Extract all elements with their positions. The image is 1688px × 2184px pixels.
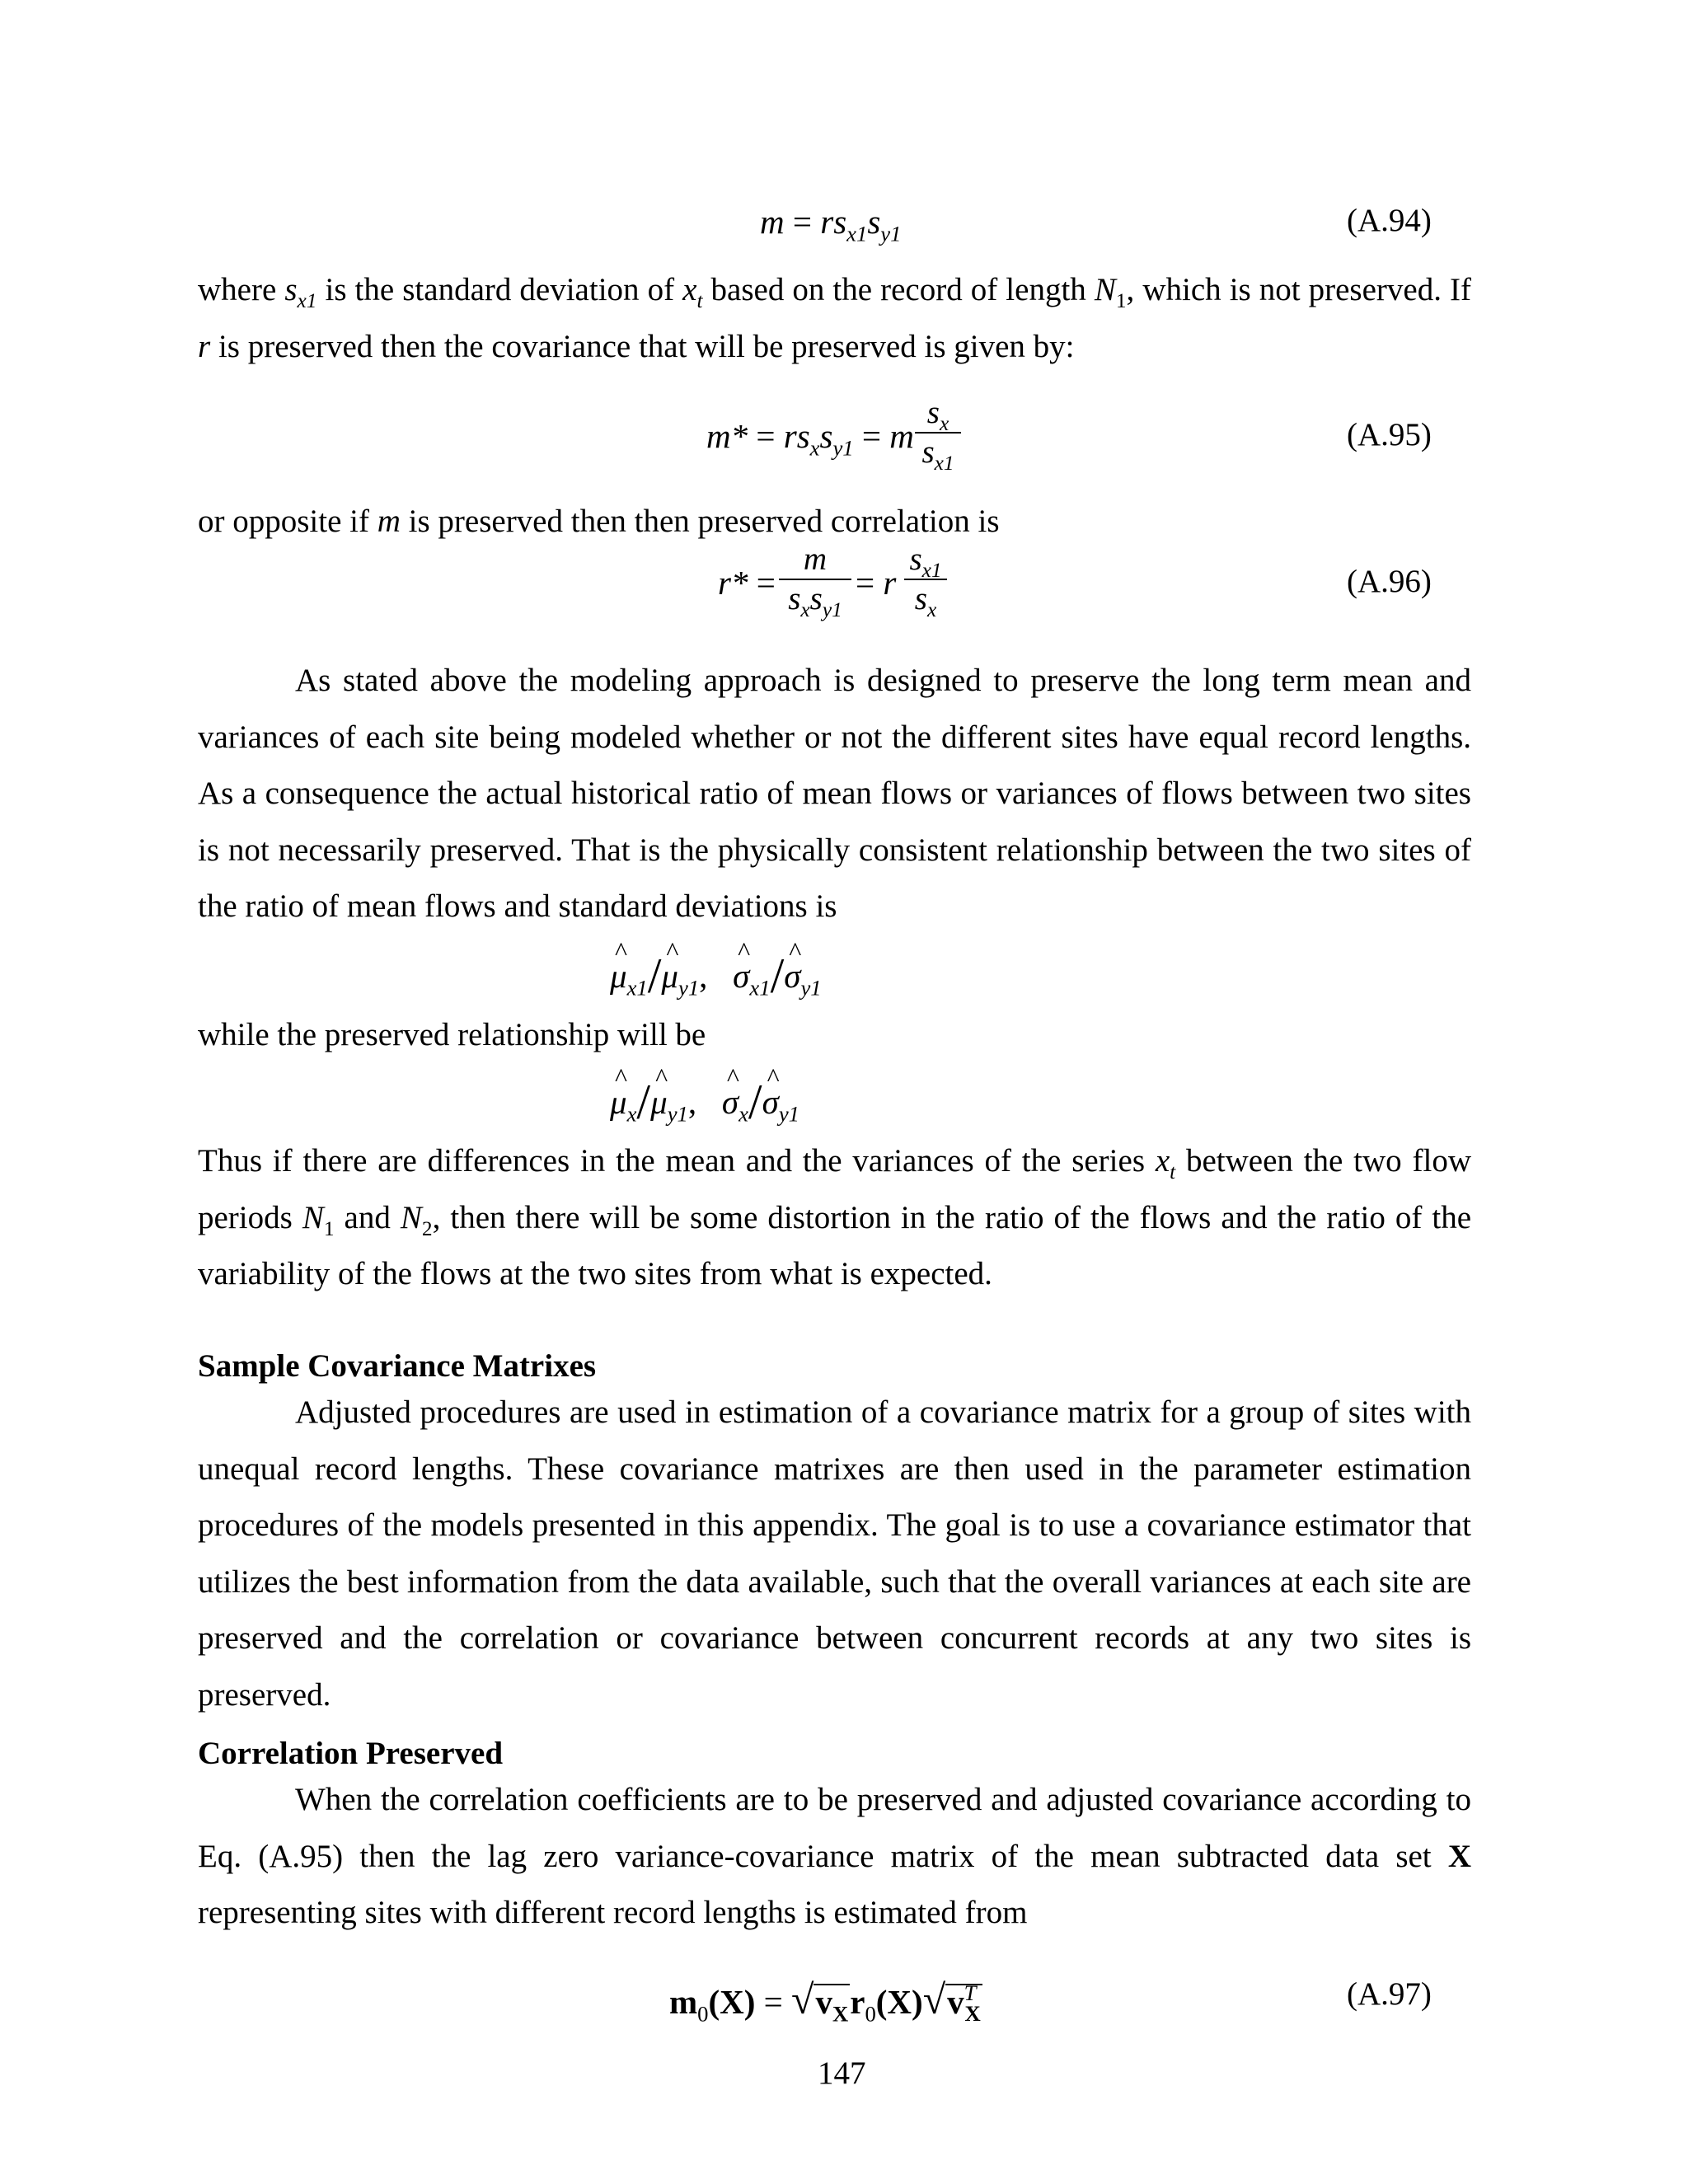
paragraph-opposite: or opposite if m is preserved then then preserved correlation is: [198, 504, 1000, 539]
equation-a96-fraction-1: m $s_xs_{y1}$: [779, 541, 851, 618]
paragraph-adjusted-procedures: Adjusted procedures are used in estimation of a covariance matrix for a group of sites with unequal record lengths. These covariance matrixes are then used in the parameter estimation procedures of the models presented in this appendix. The goal is to use a covariance estimator that utilizes the best information from the data available, such that the overall variances at each site are preserved and the correlation or covariance between concurrent records at any two sites is preserved.: [198, 1394, 1471, 1713]
paragraph-modeling-approach: As stated above the modeling approach is designed to preserve the long term mean and variances of each site being modeled whether or not the different sites have equal record lengths. As a consequence the actual historical ratio of mean flows or variances of flows between two sites is not necessarily preserved. That is the physically consistent relationship between the two sites of the ratio of mean flows and standard deviations is: [198, 663, 1471, 924]
equation-a95-fraction: $s_x$ $s_{x1}$: [915, 394, 961, 471]
equation-a97: $m_0(X) = √v_Xr_0(X)√v^T_X$: [669, 1976, 981, 2027]
ratio-historical: ^ $\mu_{x1}/\^{}$ $\mu_{y1}$, ^ $\sigma_{x1}/\^{}$ $\sigma_{y1}$: [610, 948, 822, 1005]
equation-a95: $m* = rs_xs_{y1} = m$: [706, 417, 914, 461]
equation-number-a95: (A.95): [1347, 417, 1432, 452]
equation-a96-middle: = r: [856, 564, 897, 602]
paragraph-standard-deviation: where $s_{x1}$ is the standard deviation of $x_t$ based on the record of length $N_1$, which is not preserved. If r is preserved then the covariance that will be preserved is given by:: [198, 272, 1471, 364]
equation-a94: $m = rs_{x1}s_{y1}$: [760, 203, 902, 246]
paragraph-preserved-relationship: while the preserved relationship will be: [198, 1017, 706, 1052]
heading-correlation-preserved: Correlation Preserved: [198, 1736, 504, 1771]
equation-number-a96: (A.96): [1347, 564, 1432, 599]
equation-a96: r* =: [718, 564, 776, 602]
equation-a96-fraction-2: $s_{x1}$ $s_x$: [904, 541, 947, 618]
ratio-preserved: ^ $\mu_x/\^{}$ $\mu_{y1}$, ^ $\sigma_x/\^{}$ $\sigma_{y1}$: [610, 1074, 799, 1131]
equation-number-a94: (A.94): [1347, 203, 1432, 238]
equation-number-a97: (A.97): [1347, 1976, 1432, 2012]
paragraph-differences: Thus if there are differences in the mean and the variances of the series $x_t$ between the two flow periods $N_1$ and $N_2$, then there will be some distortion in the ratio of the flows and the ratio of the variability of the flows at the two sites from what is expected.: [198, 1143, 1472, 1291]
heading-sample-covariance-matrixes: Sample Covariance Matrixes: [198, 1348, 597, 1384]
paragraph-correlation-coefficients: When the correlation coefficients are to be preserved and adjusted covariance according to Eq. (A.95) then the lag zero variance-covariance matrix of the mean subtracted data set X representing sites with different record lengths is estimated from: [198, 1782, 1471, 1930]
page-number: 147: [818, 2055, 866, 2091]
